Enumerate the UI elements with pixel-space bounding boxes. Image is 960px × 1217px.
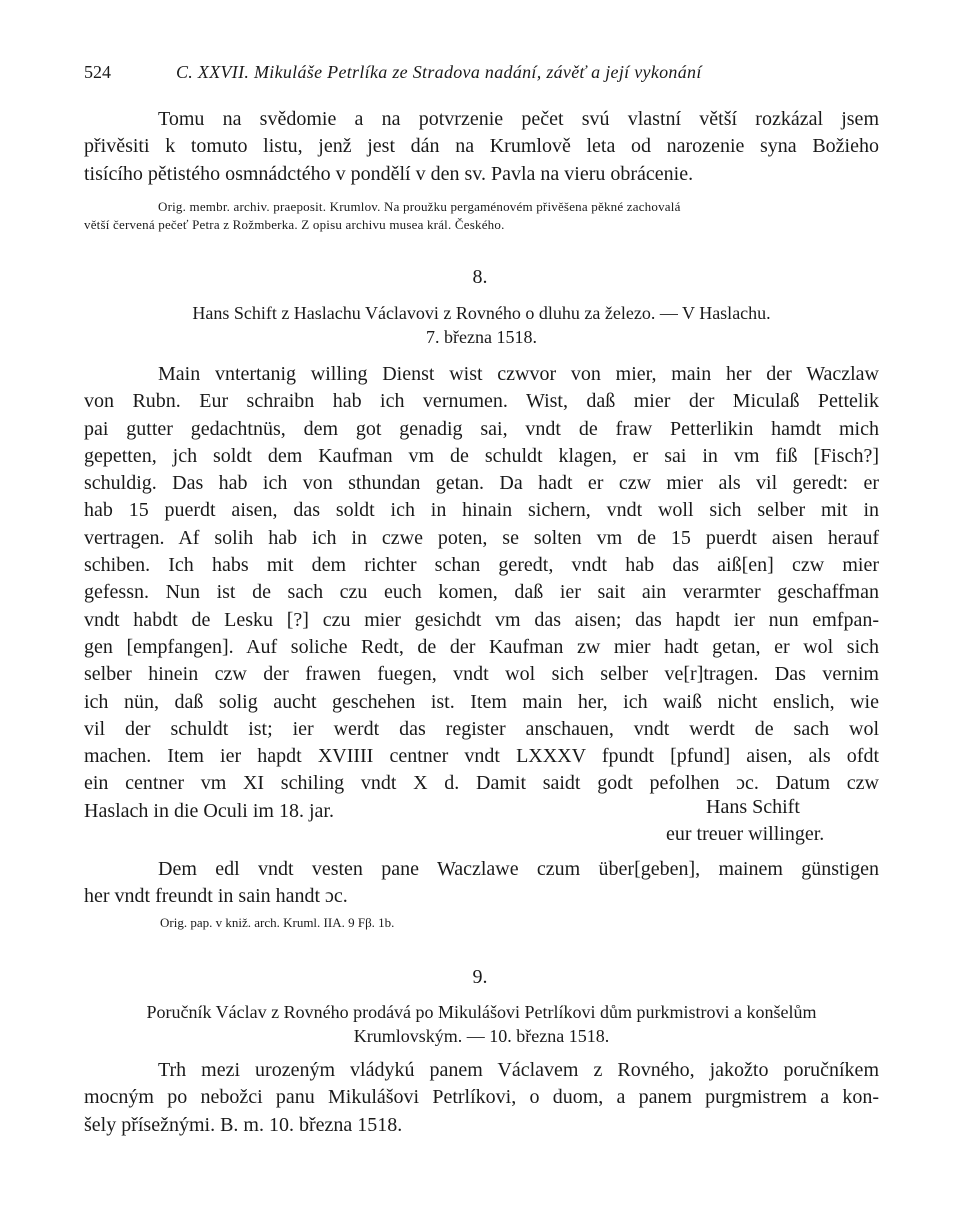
heading-line: Hans Schift z Haslachu Václavovi z Rovného o dluhu za železo. — V Haslachu. xyxy=(192,303,771,323)
letter-body-8 xyxy=(84,361,879,825)
text-line: von Rubn. Eur schraibn hab ich vernumen. Wist, daß mier der Miculaß Pettelik xyxy=(84,390,879,413)
running-title: C. XXVII. Mikuláše Petrlíka ze Stradova nadání, závěť a její vykonání xyxy=(176,62,702,82)
text-line: vndt habdt de Lesku [?] czu mier gesichdt vm das aisen; das hapdt ier nun emfpan- xyxy=(84,608,879,631)
source-note-8: Orig. pap. v kniž. arch. Kruml. IIA. 9 Fβ. 1b. xyxy=(160,915,395,930)
text-line: machen. Item ier hapdt XVIIII centner vndt LXXXV fpundt [pfund] aisen, als ofdt xyxy=(84,745,879,768)
heading-line: Krumlovským. — 10. března 1518. xyxy=(353,1026,610,1046)
text-line: schiben. Ich habs mit dem richter schan geredt, vndt hab das aiß[en] czw mier xyxy=(84,554,879,577)
note-line: větší červená pečeť Petra z Rožmberka. Z opisu archivu musea král. Českého. xyxy=(84,217,505,232)
text-line: Trh mezi urozeným vládykú panem Václavem z Rovného, jakožto poručníkem xyxy=(158,1059,879,1081)
text-line: Main vntertanig willing Dienst wist czwvor von mier, main her der Waczlaw xyxy=(158,363,879,385)
text-line: pai gutter gedachtnüs, dem got genadig sai, vndt de fraw Petterlikin hamdt mich xyxy=(84,417,879,440)
heading-line: Poručník Václav z Rovného prodává po Mikulášovi Petrlíkovi dům purkmistrovi a konšelům xyxy=(146,1002,817,1022)
text-line: tisícího pětistého osmnádctého v pondělí v den sv. Pavla na vieru obrácenie. xyxy=(84,162,694,185)
text-line: vil der schuldt ist; ier werdt das register anschauen, vndt werdt de sach wol xyxy=(84,717,879,740)
intro-source-note xyxy=(84,198,879,234)
intro-paragraph xyxy=(84,106,879,188)
document-body-9 xyxy=(84,1057,879,1139)
text-line: přivěsiti k tomuto listu, jenž jest dán na Krumlově leta od narozenie syna Božieho xyxy=(84,135,879,158)
document-heading-8 xyxy=(84,301,879,349)
text-line: mocným po nebožci panu Mikulášovi Petrlíkovi, o duom, a panem purgmistrem a kon- xyxy=(84,1086,879,1109)
text-line: her vndt freundt in sain handt ɔc. xyxy=(84,885,348,908)
document-number-8: 8. xyxy=(472,266,488,288)
heading-line: 7. března 1518. xyxy=(426,327,537,347)
page-number: 524 xyxy=(84,62,111,82)
document-number-9: 9. xyxy=(472,966,488,988)
text-line: šely přísežnými. B. m. 10. března 1518. xyxy=(84,1113,403,1136)
text-line: ich nün, daß solig aucht geschehen ist. Item main her, ich waiß nicht enslich, wie xyxy=(84,690,879,713)
running-head xyxy=(84,62,876,86)
text-line: ein centner vm XI schiling vndt X d. Damit saidt godt pefolhen ɔc. Datum czw xyxy=(84,772,879,795)
text-line: gefessn. Nun ist de sach czu euch komen, daß ier sait ain verarmter geschaffman xyxy=(84,581,879,604)
signature-closing: eur treuer willinger. xyxy=(666,823,825,845)
letter-address-8 xyxy=(84,856,879,911)
text-line: vertragen. Af solih hab ich in czwe poten, se solten vm de 15 puerdt aisen herauf xyxy=(84,526,879,549)
text-line: selber hinein czw der frawen fuegen, vndt wol sich selber ve[r]tragen. Das vernim xyxy=(84,663,879,686)
text-line: Dem edl vndt vesten pane Waczlawe czum über[geben], mainem günstigen xyxy=(158,858,879,880)
note-line: Orig. membr. archiv. praeposit. Krumlov. Na proužku pergaménovém přivěšena pěkné zachovalá xyxy=(158,199,681,214)
document-heading-9 xyxy=(84,1000,879,1048)
text-line: schuldig. Das hab ich von sthundan getan. Da hadt er czw mier als vil geredt: er xyxy=(84,472,879,495)
text-line: Haslach in die Oculi im 18. jar. xyxy=(84,799,334,822)
text-line: Tomu na svědomie a na potvrzenie pečet svú vlastní větší rozkázal jsem xyxy=(158,108,879,130)
text-line: gen [empfangen]. Auf soliche Redt, de der Kaufman zw mier hadt getan, er wol sich xyxy=(84,635,879,658)
text-line: hab 15 puerdt aisen, das soldt ich in hinain sichern, vndt woll sich selber mit in xyxy=(84,499,879,522)
text-line: gepetten, jch soldt dem Kaufman vm de schuldt klagen, er sai in vm fiß [Fisch?] xyxy=(84,444,879,467)
signature-name: Hans Schift xyxy=(706,796,800,818)
